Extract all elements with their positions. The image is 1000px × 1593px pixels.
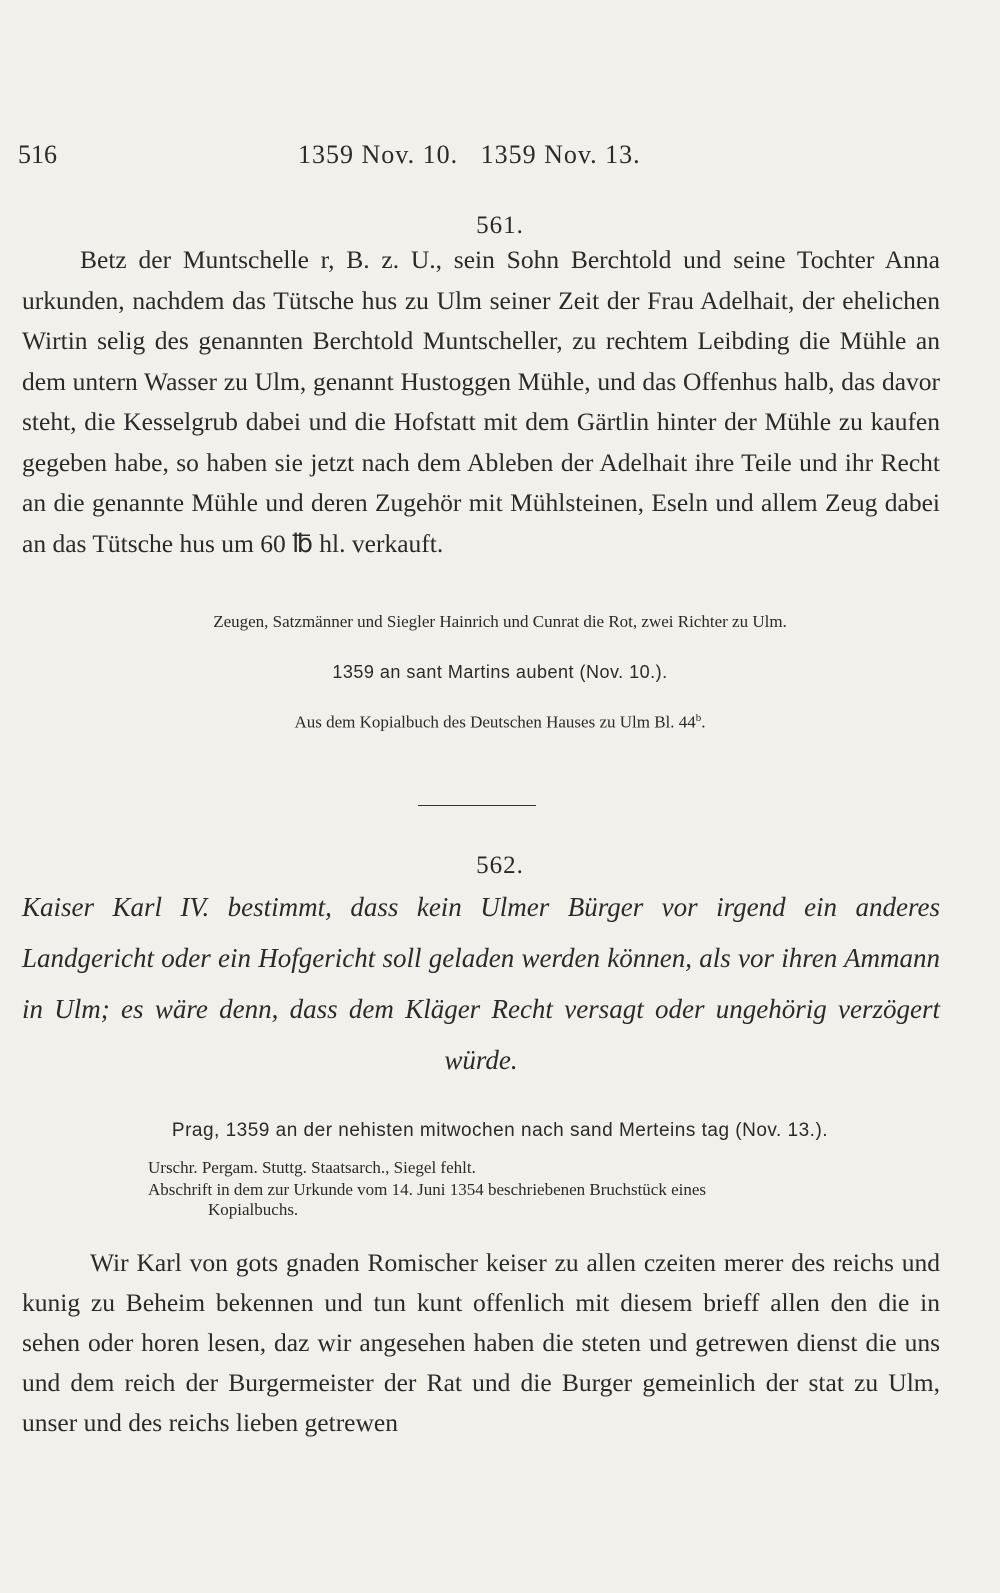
note-copy-line1: Abschrift in dem zur Urkunde vom 14. Juni 1354 beschriebenen Bruchstück eines — [148, 1180, 707, 1199]
document-561-source — [0, 712, 1000, 733]
header-dates: 1359 Nov. 10. 1359 Nov. 13. — [298, 140, 641, 169]
document-562-text: Wir Karl von gots gnaden Romischer keiser zu allen czeiten merer des reichs und kunig zu Beheim bekennen und tun kunt offenlich mit diesem brieff allen den die in sehen oder horen lesen, daz wir angesehen haben die steten und getrewen dienst die uns und dem reich der Burgermeister der Rat und die Burger gemeinlich der stat zu Ulm, unser und des reichs lieben getrewen — [22, 1248, 940, 1437]
document-562-note-original: Urschr. Pergam. Stuttg. Staatsarch., Siegel fehlt. — [148, 1158, 476, 1177]
document-561-summary — [22, 240, 940, 564]
page-header — [18, 140, 948, 180]
document-562-regest: Kaiser Karl IV. bestimmt, dass kein Ulmer Bürger vor irgend ein anderes Landgericht oder ein Hofgericht soll geladen werden können, als vor ihren Ammann in Ulm; es wäre denn, dass dem Kläger Recht versagt oder ungehörig verzögert würde. — [22, 892, 940, 1075]
document-number-562: 562. — [476, 852, 524, 879]
document-562-dating: Prag, 1359 an der nehisten mitwochen nach sand Merteins tag (Nov. 13.). — [171, 1120, 829, 1141]
source-text: Aus dem Kopialbuch des Deutschen Hauses zu Ulm Bl. 44 — [294, 712, 696, 732]
document-561-dating: 1359 an sant Martins aubent (Nov. 10.). — [332, 662, 668, 682]
page-number: 516 — [18, 140, 57, 169]
source-end: . — [701, 712, 706, 732]
source-superscript: b — [695, 712, 702, 724]
document-562-note-copy — [148, 1180, 938, 1220]
document-562-text-block — [22, 1243, 940, 1443]
document-561-witnesses: Zeugen, Satzmänner und Siegler Hainrich und Cunrat die Rot, zwei Richter zu Ulm. — [213, 612, 787, 631]
note-copy-line2: Kopialbuchs. — [208, 1200, 299, 1219]
section-divider — [418, 805, 536, 806]
document-number-561: 561. — [476, 212, 524, 239]
document-561-text: Betz der Muntschelle r, B. z. U., sein Sohn Berchtold und seine Tochter Anna urkunden, nachdem das Tütsche hus zu Ulm seiner Zeit der Frau Adelhait, der ehelichen Wirtin selig des genannten Berchtold Muntscheller, zu rechtem Leibding die Mühle an dem untern Wasser zu Ulm, genannt Hustoggen Mühle, und das Offenhus halb, das davor steht, die Kesselgrub dabei und die Hofstatt mit dem Gärtlin hinter der Mühle zu kaufen gegeben habe, so haben sie jetzt nach dem Ableben der Adelhait ihre Teile und ihr Recht an die genannte Mühle und deren Zugehör mit Mühlsteinen, Eseln und allem Zeug dabei an das Tütsche hus um 60 ℔ hl. verkauft. — [22, 245, 940, 558]
